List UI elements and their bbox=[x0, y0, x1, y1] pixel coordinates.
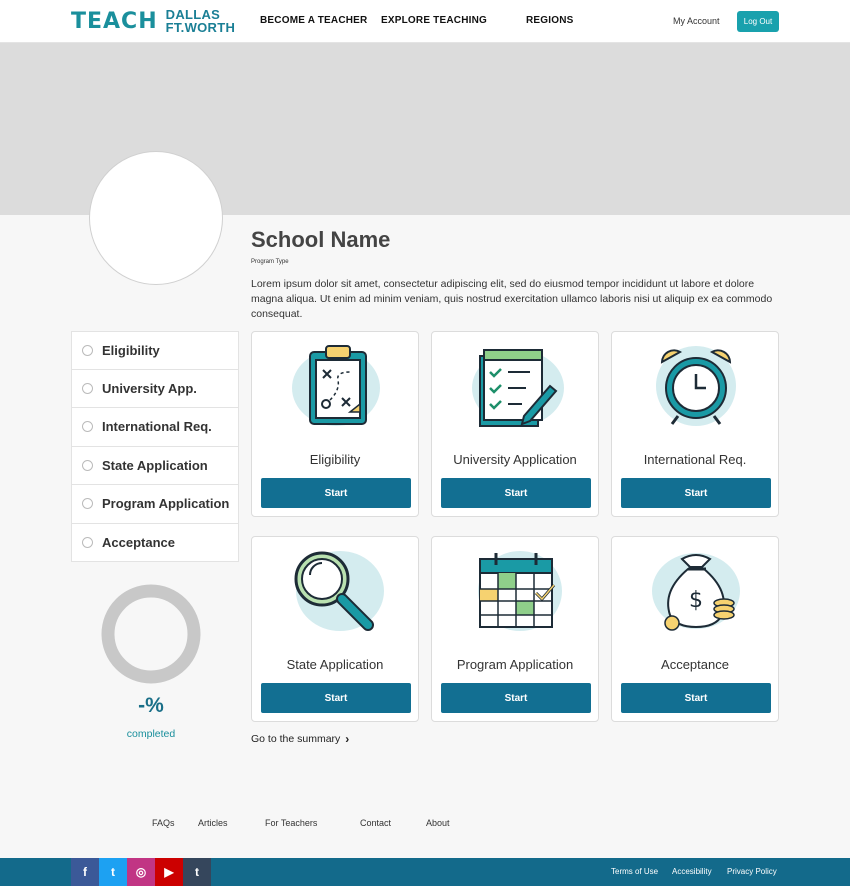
nav-regions[interactable]: REGIONS bbox=[526, 15, 574, 26]
sidebar-item-international-req[interactable] bbox=[71, 408, 239, 447]
start-button-eligibility[interactable]: Start bbox=[261, 478, 411, 508]
sidebar-item-label: Program Application bbox=[102, 496, 230, 512]
sidebar-item-label: Acceptance bbox=[102, 534, 175, 550]
footer-link-faqs[interactable]: FAQs bbox=[152, 818, 175, 828]
radio-icon[interactable] bbox=[82, 460, 93, 471]
logout-button[interactable]: Log Out bbox=[737, 11, 779, 32]
radio-icon[interactable] bbox=[82, 421, 93, 432]
card-title: Acceptance bbox=[661, 657, 729, 672]
radio-icon[interactable] bbox=[82, 537, 93, 548]
checklist-icon bbox=[466, 340, 566, 430]
card-state-application bbox=[251, 536, 419, 722]
card-acceptance bbox=[611, 536, 779, 722]
calendar-icon bbox=[466, 545, 566, 635]
start-button-acceptance[interactable]: Start bbox=[621, 683, 771, 713]
svg-text:$: $ bbox=[689, 588, 703, 613]
nav-explore-teaching[interactable]: EXPLORE TEACHING bbox=[381, 15, 487, 26]
school-logo-placeholder bbox=[89, 151, 223, 285]
terms-of-use-link[interactable]: Terms of Use bbox=[611, 867, 659, 876]
instagram-icon[interactable]: ◎ bbox=[127, 858, 155, 886]
school-name: School Name bbox=[251, 227, 391, 252]
logo-city bbox=[166, 8, 236, 34]
my-account-link[interactable]: My Account bbox=[673, 16, 720, 26]
radio-icon[interactable] bbox=[82, 345, 93, 356]
footer-link-articles[interactable]: Articles bbox=[198, 818, 228, 828]
card-university-application bbox=[431, 331, 599, 517]
program-type: Program Type bbox=[251, 259, 289, 265]
progress-donut bbox=[101, 584, 201, 684]
steps-sidebar bbox=[71, 331, 239, 562]
facebook-icon[interactable]: f bbox=[71, 858, 99, 886]
sidebar-item-label: Eligibility bbox=[102, 342, 160, 358]
start-button-program-application[interactable]: Start bbox=[441, 683, 591, 713]
accessibility-link[interactable]: Accesibility bbox=[672, 867, 712, 876]
sidebar-item-label: University App. bbox=[102, 380, 197, 396]
card-program-application bbox=[431, 536, 599, 722]
summary-link-label: Go to the summary bbox=[251, 733, 341, 745]
alarm-clock-icon bbox=[646, 340, 746, 430]
site-logo[interactable] bbox=[71, 8, 235, 34]
summary-link[interactable] bbox=[251, 732, 349, 746]
school-description: Lorem ipsum dolor sit amet, consectetur adipiscing elit, sed do eiusmod tempor incididunt ut labore et dolore magna aliqua. Ut enim ad minim veniam, quis nostrud exercitation ullamco laboris nisi ut aliquip ex ea commodo consequat. bbox=[251, 278, 773, 320]
footer-link-about[interactable]: About bbox=[426, 818, 450, 828]
progress-label: completed bbox=[126, 728, 176, 740]
nav-become-a-teacher[interactable]: BECOME A TEACHER bbox=[260, 15, 368, 26]
footer-link-for-teachers[interactable]: For Teachers bbox=[265, 818, 318, 828]
sidebar-item-acceptance[interactable] bbox=[71, 524, 239, 563]
logo-city-line2: FT.WORTH bbox=[165, 20, 236, 35]
start-button-state-application[interactable]: Start bbox=[261, 683, 411, 713]
progress-percent: -% bbox=[138, 694, 164, 717]
site-header bbox=[0, 0, 850, 43]
card-title: University Application bbox=[453, 452, 577, 467]
sidebar-item-university-app[interactable] bbox=[71, 370, 239, 409]
start-button-university-application[interactable]: Start bbox=[441, 478, 591, 508]
logo-teach-text: TEACH bbox=[71, 8, 158, 34]
chevron-right-icon: › bbox=[345, 732, 350, 746]
sidebar-item-label: International Req. bbox=[102, 419, 212, 435]
magnifier-icon bbox=[286, 545, 386, 635]
card-title: International Req. bbox=[643, 452, 747, 467]
twitter-icon[interactable]: t bbox=[99, 858, 127, 886]
clipboard-icon bbox=[286, 340, 386, 430]
card-title: Eligibility bbox=[309, 452, 361, 467]
privacy-policy-link[interactable]: Privacy Policy bbox=[727, 867, 777, 876]
youtube-icon[interactable]: ▶ bbox=[155, 858, 183, 886]
tumblr-icon[interactable]: t bbox=[183, 858, 211, 886]
card-international-req bbox=[611, 331, 779, 517]
start-button-international-req[interactable]: Start bbox=[621, 478, 771, 508]
money-bag-icon bbox=[646, 545, 746, 635]
logo-city-line1: DALLAS bbox=[165, 7, 221, 22]
card-eligibility bbox=[251, 331, 419, 517]
footer-link-contact[interactable]: Contact bbox=[360, 818, 392, 828]
sidebar-item-state-application[interactable] bbox=[71, 447, 239, 486]
sidebar-item-program-application[interactable] bbox=[71, 485, 239, 524]
card-title: Program Application bbox=[456, 657, 574, 672]
radio-icon[interactable] bbox=[82, 383, 93, 394]
radio-icon[interactable] bbox=[82, 498, 93, 509]
sidebar-item-label: State Application bbox=[102, 457, 208, 473]
card-title: State Application bbox=[286, 657, 384, 672]
sidebar-item-eligibility[interactable] bbox=[71, 331, 239, 370]
